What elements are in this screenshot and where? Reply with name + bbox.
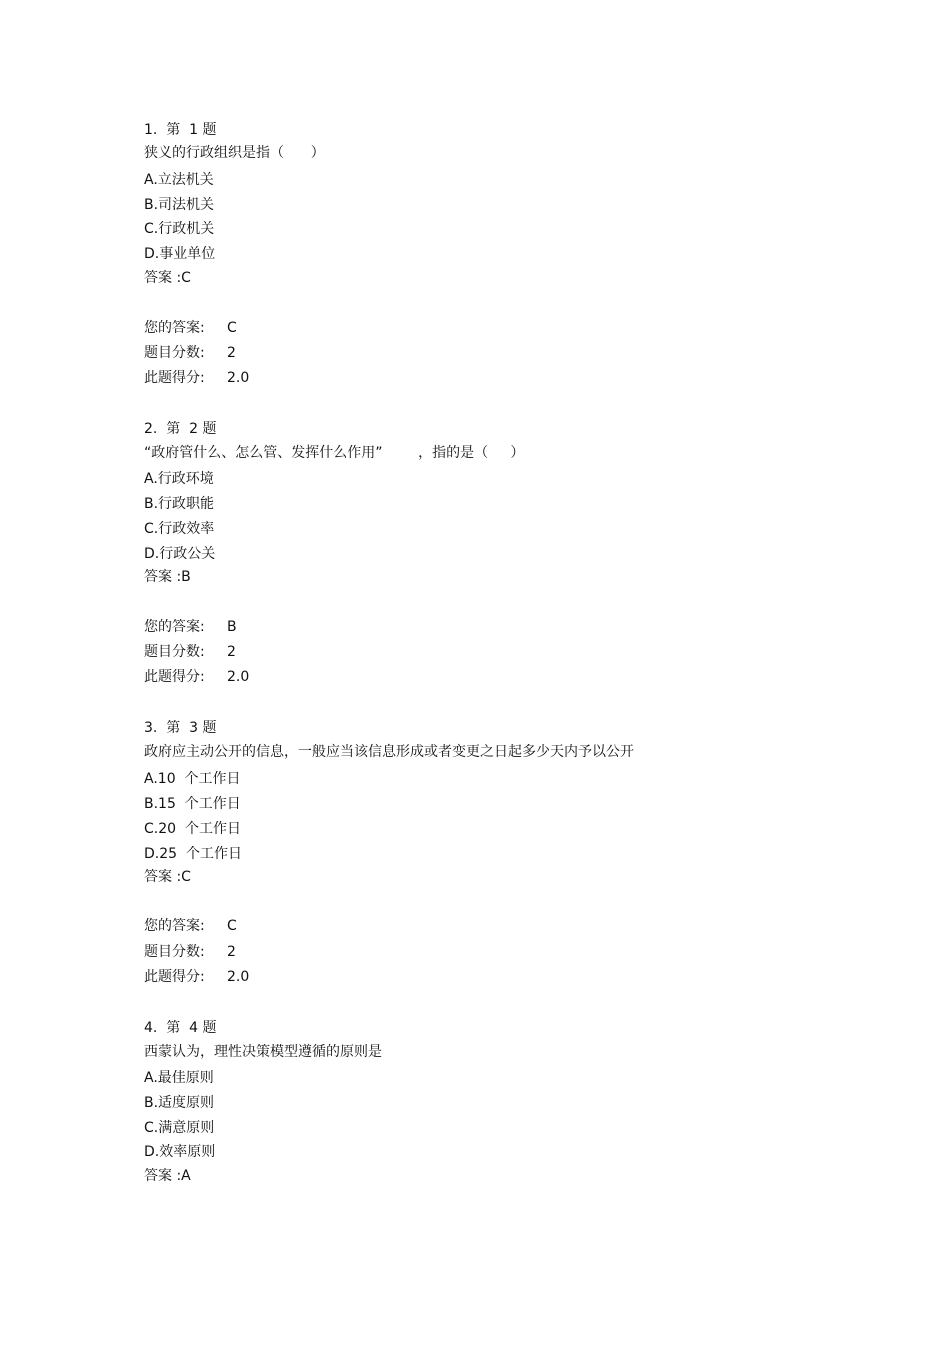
option-a: A.最佳原则	[144, 1070, 214, 1086]
earned-label: 此题得分:	[144, 669, 205, 685]
earned-label: 此题得分:	[144, 370, 205, 386]
question-header: 2. 第 2 题	[144, 421, 217, 437]
score-value: 2	[227, 345, 236, 361]
option-b: B.15 个工作日	[144, 796, 241, 812]
score-label: 题目分数:	[144, 345, 205, 361]
earned-value: 2.0	[227, 969, 250, 985]
your-answer-value: C	[227, 918, 237, 934]
option-d: D.事业单位	[144, 246, 216, 262]
your-answer-value: B	[227, 619, 237, 635]
correct-answer: 答案 :C	[144, 869, 191, 885]
question-stem: 西蒙认为，理性决策模型遵循的原则是	[144, 1044, 382, 1060]
your-answer-label: 您的答案:	[144, 918, 205, 934]
score-value: 2	[227, 644, 236, 660]
option-c: C.满意原则	[144, 1120, 215, 1136]
option-a: A.行政环境	[144, 471, 214, 487]
your-answer-value: C	[227, 320, 237, 336]
score-label: 题目分数:	[144, 944, 205, 960]
option-d: D.行政公关	[144, 546, 216, 562]
score-row	[144, 642, 236, 662]
your-answer-row	[144, 916, 237, 936]
earned-row	[144, 368, 249, 388]
option-d: D.效率原则	[144, 1144, 216, 1160]
earned-value: 2.0	[227, 669, 250, 685]
earned-value: 2.0	[227, 370, 250, 386]
score-value: 2	[227, 944, 236, 960]
your-answer-label: 您的答案:	[144, 320, 205, 336]
option-a: A.立法机关	[144, 172, 214, 188]
correct-answer: 答案 :C	[144, 270, 191, 286]
your-answer-row	[144, 318, 237, 338]
question-header: 3. 第 3 题	[144, 720, 217, 736]
option-b: B.司法机关	[144, 197, 215, 213]
correct-answer: 答案 :B	[144, 569, 191, 585]
option-c: C.行政效率	[144, 521, 215, 537]
question-header: 1. 第 1 题	[144, 122, 217, 138]
option-d: D.25 个工作日	[144, 846, 242, 862]
option-a: A.10 个工作日	[144, 771, 241, 787]
earned-row	[144, 667, 249, 687]
option-b: B.适度原则	[144, 1095, 215, 1111]
question-header: 4. 第 4 题	[144, 1020, 217, 1036]
your-answer-row	[144, 617, 237, 637]
earned-label: 此题得分:	[144, 969, 205, 985]
score-label: 题目分数:	[144, 644, 205, 660]
option-c: C.行政机关	[144, 221, 215, 237]
option-b: B.行政职能	[144, 496, 215, 512]
question-stem: 狭义的行政组织是指（ ）	[144, 145, 325, 161]
earned-row	[144, 967, 249, 987]
score-row	[144, 942, 236, 962]
option-c: C.20 个工作日	[144, 821, 241, 837]
correct-answer: 答案 :A	[144, 1168, 191, 1184]
question-stem: 政府应主动公开的信息，一般应当该信息形成或者变更之日起多少天内予以公开	[144, 744, 634, 760]
question-stem: “政府管什么、怎么管、发挥什么作用” ，指的是（ ）	[144, 445, 525, 461]
score-row	[144, 343, 236, 363]
your-answer-label: 您的答案:	[144, 619, 205, 635]
